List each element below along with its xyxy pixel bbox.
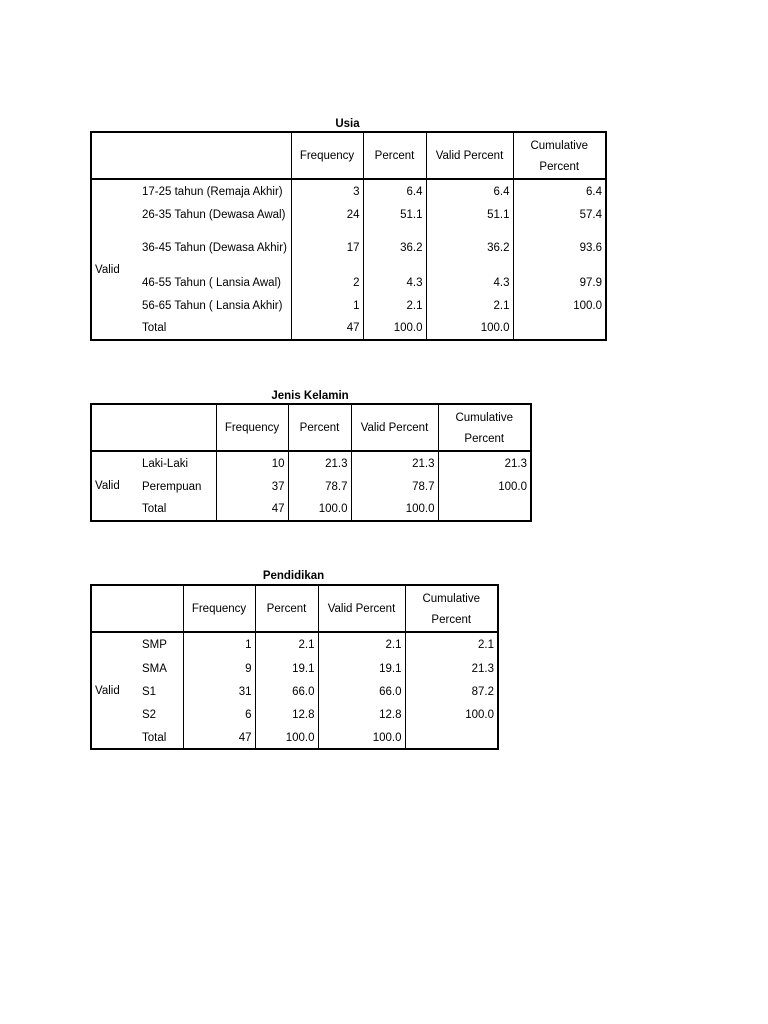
row-label: 17-25 tahun (Remaja Akhir) (142, 186, 283, 198)
cumulative-percent-cell: 100.0 (513, 295, 606, 317)
percent-cell: 6.4 (363, 179, 426, 204)
table-row-total (91, 317, 606, 340)
row-label: 56-65 Tahun ( Lansia Akhir) (142, 300, 283, 312)
pendidikan-header-valid-percent: Valid Percent (318, 585, 405, 632)
percent-cell: 21.3 (288, 451, 351, 476)
cumulative-percent-cell: 100.0 (405, 703, 498, 727)
row-label: S2 (142, 709, 157, 721)
row-label: Laki-Laki (142, 458, 189, 470)
cumulative-percent-cell: 100.0 (438, 476, 531, 498)
valid-percent-cell: 66.0 (318, 680, 405, 703)
percent-cell: 100.0 (363, 317, 426, 340)
valid-percent-cell: 36.2 (426, 226, 513, 270)
pendidikan-header-percent: Percent (255, 585, 318, 632)
valid-percent-cell: 78.7 (351, 476, 438, 498)
usia-table (90, 131, 607, 341)
frequency-cell: 1 (291, 295, 363, 317)
valid-percent-cell: 100.0 (351, 498, 438, 521)
percent-cell: 36.2 (363, 226, 426, 270)
table-row (91, 179, 606, 204)
jenis-kelamin-header-cumulative-percent: Cumulative Percent (438, 404, 531, 451)
pendidikan-group-label: Valid (95, 684, 120, 697)
table-row (91, 657, 498, 680)
percent-cell: 78.7 (288, 476, 351, 498)
jenis-kelamin-group-label: Valid (95, 480, 120, 492)
table-row (91, 680, 498, 703)
table-row (91, 476, 531, 498)
frequency-cell: 37 (216, 476, 288, 498)
valid-percent-cell: 4.3 (426, 270, 513, 295)
frequency-cell: 47 (183, 727, 255, 749)
pendidikan-header-row (91, 585, 498, 632)
cumulative-percent-cell (438, 498, 531, 521)
frequency-cell: 17 (291, 226, 363, 270)
table-row-total (91, 498, 531, 521)
percent-cell: 2.1 (363, 295, 426, 317)
table-row (91, 703, 498, 727)
table-row (91, 295, 606, 317)
row-label: Total (142, 731, 167, 744)
frequency-cell: 6 (183, 703, 255, 727)
pendidikan-header-blank (91, 585, 183, 632)
valid-percent-cell: 6.4 (426, 179, 513, 204)
row-label: 46-55 Tahun ( Lansia Awal) (142, 276, 281, 289)
percent-cell: 51.1 (363, 204, 426, 226)
frequency-cell: 47 (291, 317, 363, 340)
percent-cell: 100.0 (255, 727, 318, 749)
valid-percent-cell: 21.3 (351, 451, 438, 476)
frequency-cell: 10 (216, 451, 288, 476)
usia-header-percent: Percent (363, 132, 426, 179)
valid-percent-cell: 12.8 (318, 703, 405, 727)
table-row (91, 226, 606, 270)
percent-cell: 4.3 (363, 270, 426, 295)
row-label: Perempuan (142, 481, 202, 493)
pendidikan-table (90, 584, 499, 750)
pendidikan-header-frequency: Frequency (183, 585, 255, 632)
percent-cell: 19.1 (255, 657, 318, 680)
cumulative-percent-cell: 97.9 (513, 270, 606, 295)
cumulative-percent-cell (513, 317, 606, 340)
valid-percent-cell: 2.1 (318, 632, 405, 657)
jenis-kelamin-header-frequency: Frequency (216, 404, 288, 451)
usia-header-valid-percent: Valid Percent (426, 132, 513, 179)
jenis-kelamin-header-blank (91, 404, 216, 451)
cumulative-percent-cell: 21.3 (405, 657, 498, 680)
cumulative-percent-cell: 2.1 (405, 632, 498, 657)
row-label: Total (142, 503, 167, 515)
frequency-cell: 24 (291, 204, 363, 226)
valid-percent-cell: 19.1 (318, 657, 405, 680)
jenis-kelamin-table (90, 403, 532, 522)
percent-cell: 100.0 (288, 498, 351, 521)
frequency-cell: 31 (183, 680, 255, 703)
cumulative-percent-cell: 21.3 (438, 451, 531, 476)
valid-percent-cell: 100.0 (426, 317, 513, 340)
row-label: SMA (142, 662, 167, 675)
frequency-cell: 9 (183, 657, 255, 680)
usia-title: Usia (335, 118, 360, 130)
cumulative-percent-cell: 93.6 (513, 226, 606, 270)
valid-percent-cell: 2.1 (426, 295, 513, 317)
cumulative-percent-cell (405, 727, 498, 749)
jenis-kelamin-header-row (91, 404, 531, 451)
jenis-kelamin-header-percent: Percent (288, 404, 351, 451)
row-label: Total (142, 322, 167, 334)
pendidikan-title: Pendidikan (262, 570, 325, 582)
row-label: S1 (142, 685, 157, 698)
row-label: 26-35 Tahun (Dewasa Awal) (142, 209, 286, 221)
row-label: SMP (142, 639, 167, 651)
table-row (91, 270, 606, 295)
percent-cell: 66.0 (255, 680, 318, 703)
usia-header-frequency: Frequency (291, 132, 363, 179)
frequency-cell: 47 (216, 498, 288, 521)
jenis-kelamin-title: Jenis Kelamin (271, 390, 349, 402)
frequency-cell: 1 (183, 632, 255, 657)
frequency-cell: 2 (291, 270, 363, 295)
row-label: 36-45 Tahun (Dewasa Akhir) (142, 241, 287, 254)
jenis-kelamin-header-valid-percent: Valid Percent (351, 404, 438, 451)
valid-percent-cell: 100.0 (318, 727, 405, 749)
cumulative-percent-cell: 57.4 (513, 204, 606, 226)
usia-group-label: Valid (95, 263, 120, 276)
percent-cell: 12.8 (255, 703, 318, 727)
usia-header-blank (91, 132, 291, 179)
valid-percent-cell: 51.1 (426, 204, 513, 226)
frequency-cell: 3 (291, 179, 363, 204)
cumulative-percent-cell: 6.4 (513, 179, 606, 204)
usia-header-cumulative-percent: Cumulative Percent (513, 132, 606, 179)
table-row (91, 632, 498, 657)
percent-cell: 2.1 (255, 632, 318, 657)
usia-header-row (91, 132, 606, 179)
pendidikan-header-cumulative-percent: Cumulative Percent (405, 585, 498, 632)
table-row-total (91, 727, 498, 749)
cumulative-percent-cell: 87.2 (405, 680, 498, 703)
table-row (91, 451, 531, 476)
table-row (91, 204, 606, 226)
